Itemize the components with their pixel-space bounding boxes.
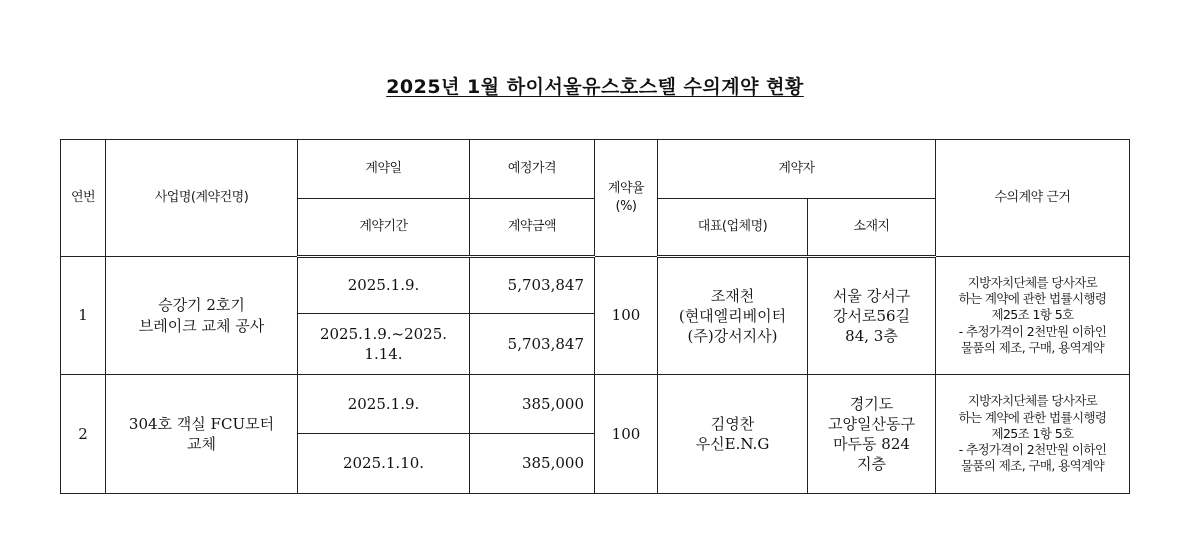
row-rate: 100: [595, 375, 658, 494]
header-contract-date: 계약일: [298, 140, 470, 199]
header-no: 연번: [61, 140, 106, 257]
header-estimated-price: 예정가격: [470, 140, 595, 199]
row-contract-amount: 385,000: [470, 434, 595, 494]
row-basis: 지방자치단체를 당사자로 하는 계약에 관한 법률시행령 제25조 1항 5호 - 추정가격이 2천만원 이하인 물품의 제조, 구매, 용역계약: [936, 257, 1130, 375]
row-basis: 지방자치단체를 당사자로 하는 계약에 관한 법률시행령 제25조 1항 5호 - 추정가격이 2천만원 이하인 물품의 제조, 구매, 용역계약: [936, 375, 1130, 494]
table-row: [61, 375, 1130, 434]
row-location: 서울 강서구 강서로56길 84, 3층: [808, 257, 936, 375]
row-estimated-price: 385,000: [470, 375, 595, 434]
table-row: [61, 257, 1130, 314]
row-contract-date: 2025.1.9.: [298, 257, 470, 314]
header-location: 소재지: [808, 199, 936, 257]
row-rate: 100: [595, 257, 658, 375]
header-representative: 대표(업체명): [658, 199, 808, 257]
header-contractor: 계약자: [658, 140, 936, 199]
header-contract-period: 계약기간: [298, 199, 470, 257]
header-project: 사업명(계약건명): [106, 140, 298, 257]
row-contract-date: 2025.1.9.: [298, 375, 470, 434]
row-contract-period: 2025.1.9.~2025. 1.14.: [298, 314, 470, 375]
row-contract-period: 2025.1.10.: [298, 434, 470, 494]
row-location: 경기도 고양일산동구 마두동 824 지층: [808, 375, 936, 494]
row-no: 1: [61, 257, 106, 375]
row-project: 승강기 2호기 브레이크 교체 공사: [106, 257, 298, 375]
row-no: 2: [61, 375, 106, 494]
contract-table: [60, 139, 1130, 494]
header-row-1: [61, 140, 1130, 199]
row-estimated-price: 5,703,847: [470, 257, 595, 314]
row-representative: 김영찬 우신E.N.G: [658, 375, 808, 494]
row-contract-amount: 5,703,847: [470, 314, 595, 375]
row-project: 304호 객실 FCU모터 교체: [106, 375, 298, 494]
header-rate: 계약율 (%): [595, 140, 658, 257]
row-representative: 조재천 (현대엘리베이터 (주)강서지사): [658, 257, 808, 375]
page-title: 2025년 1월 하이서울유스호스텔 수의계약 현황: [386, 76, 804, 98]
header-contract-amount: 계약금액: [470, 199, 595, 257]
header-basis: 수의계약 근거: [936, 140, 1130, 257]
